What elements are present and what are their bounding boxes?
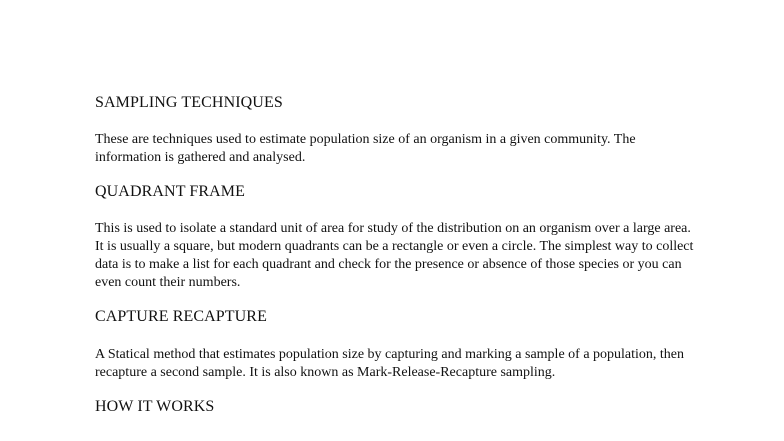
- section-heading-quadrant-frame: QUADRANT FRAME: [95, 183, 246, 200]
- section-paragraph-capture-recapture: A Statical method that estimates population size by capturing and marking a sample of a population, then recapture a second sample. It is also known as Mark-Release-Recapture sampling.: [95, 347, 685, 380]
- section-heading-capture-recapture: CAPTURE RECAPTURE: [95, 308, 267, 325]
- document-body: [95, 93, 695, 417]
- section-paragraph-sampling-techniques: These are techniques used to estimate population size of an organism in a given community. The information is gathered and analysed.: [95, 132, 636, 165]
- section-heading-sampling-techniques: SAMPLING TECHNIQUES: [95, 94, 283, 111]
- section-paragraph-quadrant-frame: This is used to isolate a standard unit of area for study of the distribution on an organism over a large area. It is usually a square, but modern quadrants can be a rectangle or even a circle. The simplest way to collect data is to make a list for each quadrant and check for the presence or absence of those species or you can even count their numbers.: [95, 221, 694, 290]
- section-heading-how-it-works: HOW IT WORKS: [95, 398, 215, 415]
